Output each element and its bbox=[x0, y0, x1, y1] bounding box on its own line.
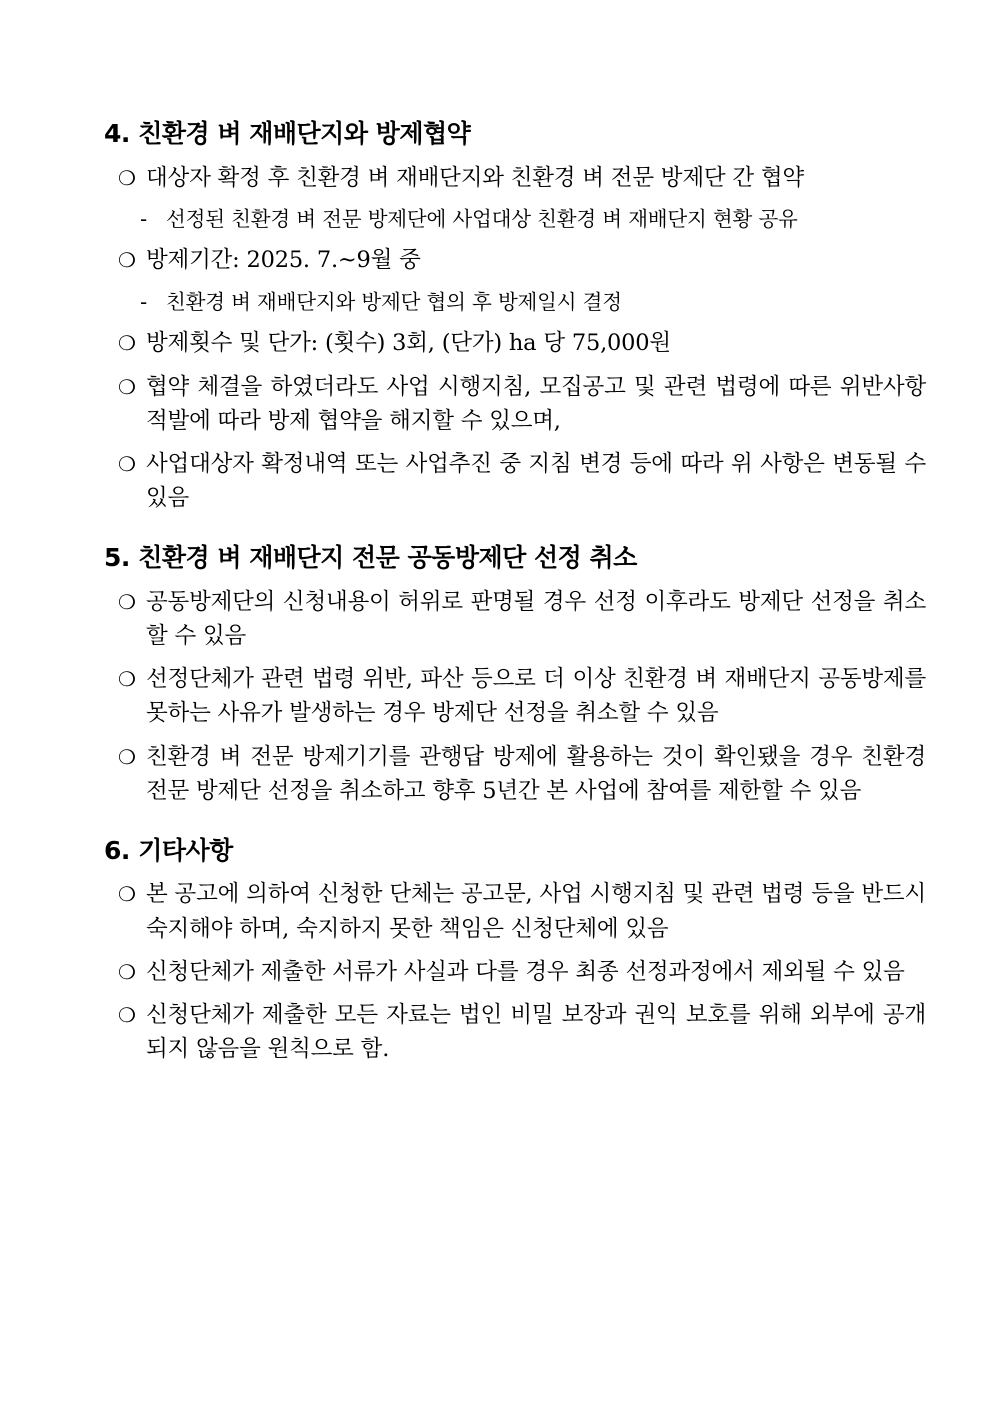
section-4-list bbox=[104, 161, 926, 516]
section-5 bbox=[104, 542, 926, 808]
circle-bullet-icon: ❍ bbox=[118, 959, 136, 984]
list-item bbox=[104, 204, 926, 235]
list-item-text: 친환경 벼 전문 방제기기를 관행답 방제에 활용하는 것이 확인됐을 경우 친환경 전문 방제단 선정을 취소하고 향후 5년간 본 사업에 참여를 제한할 수 있음 bbox=[146, 743, 926, 804]
list-item bbox=[104, 662, 926, 730]
section-6-list bbox=[104, 877, 926, 1066]
list-item bbox=[104, 287, 926, 318]
list-item-text: 협약 체결을 하였더라도 사업 시행지침, 모집공고 및 관련 법령에 따른 위반사항 적발에 따라 방제 협약을 해지할 수 있으며, bbox=[146, 373, 926, 434]
circle-bullet-icon: ❍ bbox=[118, 165, 136, 190]
list-item-text: 선정단체가 관련 법령 위반, 파산 등으로 더 이상 친환경 벼 재배단지 공동방제를 못하는 사유가 발생하는 경우 방제단 선정을 취소할 수 있음 bbox=[146, 666, 926, 727]
section-4 bbox=[104, 118, 926, 515]
list-item bbox=[104, 161, 926, 195]
circle-bullet-icon: ❍ bbox=[118, 1003, 136, 1027]
list-item bbox=[104, 243, 926, 277]
section-5-heading bbox=[104, 542, 926, 575]
section-6-heading bbox=[104, 835, 926, 868]
section-5-number: 5. bbox=[104, 543, 130, 573]
section-6 bbox=[104, 835, 926, 1066]
circle-bullet-icon: ❍ bbox=[118, 374, 136, 399]
section-spacer bbox=[104, 524, 926, 542]
list-item-text: 공동방제단의 신청내용이 허위로 판명될 경우 선정 이후라도 방제단 선정을 취소할 수 있음 bbox=[146, 588, 926, 649]
section-4-title: 친환경 벼 재배단지와 방제협약 bbox=[138, 119, 471, 148]
circle-bullet-icon: ❍ bbox=[118, 451, 136, 476]
list-item-text: 대상자 확정 후 친환경 벼 재배단지와 친환경 벼 전문 방제단 간 협약 bbox=[146, 164, 804, 191]
list-item bbox=[104, 585, 926, 653]
list-item-text: 신청단체가 제출한 모든 자료는 법인 비밀 보장과 권익 보호를 위해 외부에 공개되지 않음을 원칙으로 함. bbox=[146, 1002, 926, 1063]
list-item-text: 방제기간: 2025. 7.~9월 중 bbox=[146, 247, 421, 274]
circle-bullet-icon: ❍ bbox=[118, 331, 136, 356]
section-spacer bbox=[104, 817, 926, 835]
circle-bullet-icon: ❍ bbox=[118, 667, 136, 692]
dash-bullet-icon: - bbox=[140, 289, 148, 314]
list-item-text: 본 공고에 의하여 신청한 단체는 공고문, 사업 시행지침 및 관련 법령 등을 반드시 숙지해야 하며, 숙지하지 못한 책임은 신청단체에 있음 bbox=[146, 881, 926, 942]
list-item-text: 사업대상자 확정내역 또는 사업추진 중 지침 변경 등에 따라 위 사항은 변동될 수 있음 bbox=[146, 450, 926, 512]
list-item-text: 방제횟수 및 단가: (횟수) 3회, (단가) ha 당 75,000원 bbox=[146, 330, 671, 357]
section-4-heading bbox=[104, 118, 926, 151]
list-item bbox=[104, 955, 926, 989]
list-item bbox=[104, 447, 926, 515]
circle-bullet-icon: ❍ bbox=[118, 248, 136, 273]
circle-bullet-icon: ❍ bbox=[118, 882, 136, 907]
dash-bullet-icon: - bbox=[140, 206, 148, 231]
section-6-title: 기타사항 bbox=[138, 835, 233, 865]
list-item bbox=[104, 877, 926, 945]
circle-bullet-icon: ❍ bbox=[118, 589, 136, 614]
section-4-number: 4. bbox=[104, 119, 130, 148]
list-item-text: 친환경 벼 재배단지와 방제단 협의 후 방제일시 결정 bbox=[166, 289, 622, 314]
list-item bbox=[104, 326, 926, 360]
section-6-number: 6. bbox=[104, 835, 130, 865]
list-item bbox=[104, 740, 926, 808]
circle-bullet-icon: ❍ bbox=[118, 744, 136, 769]
list-item-text: 신청단체가 제출한 서류가 사실과 다를 경우 최종 선정과정에서 제외될 수 있음 bbox=[146, 958, 905, 985]
list-item bbox=[104, 370, 926, 438]
section-5-title: 친환경 벼 재배단지 전문 공동방제단 선정 취소 bbox=[138, 543, 637, 573]
list-item-text: 선정된 친환경 벼 전문 방제단에 사업대상 친환경 벼 재배단지 현황 공유 bbox=[166, 206, 798, 231]
section-5-list bbox=[104, 585, 926, 808]
list-item bbox=[104, 998, 926, 1066]
